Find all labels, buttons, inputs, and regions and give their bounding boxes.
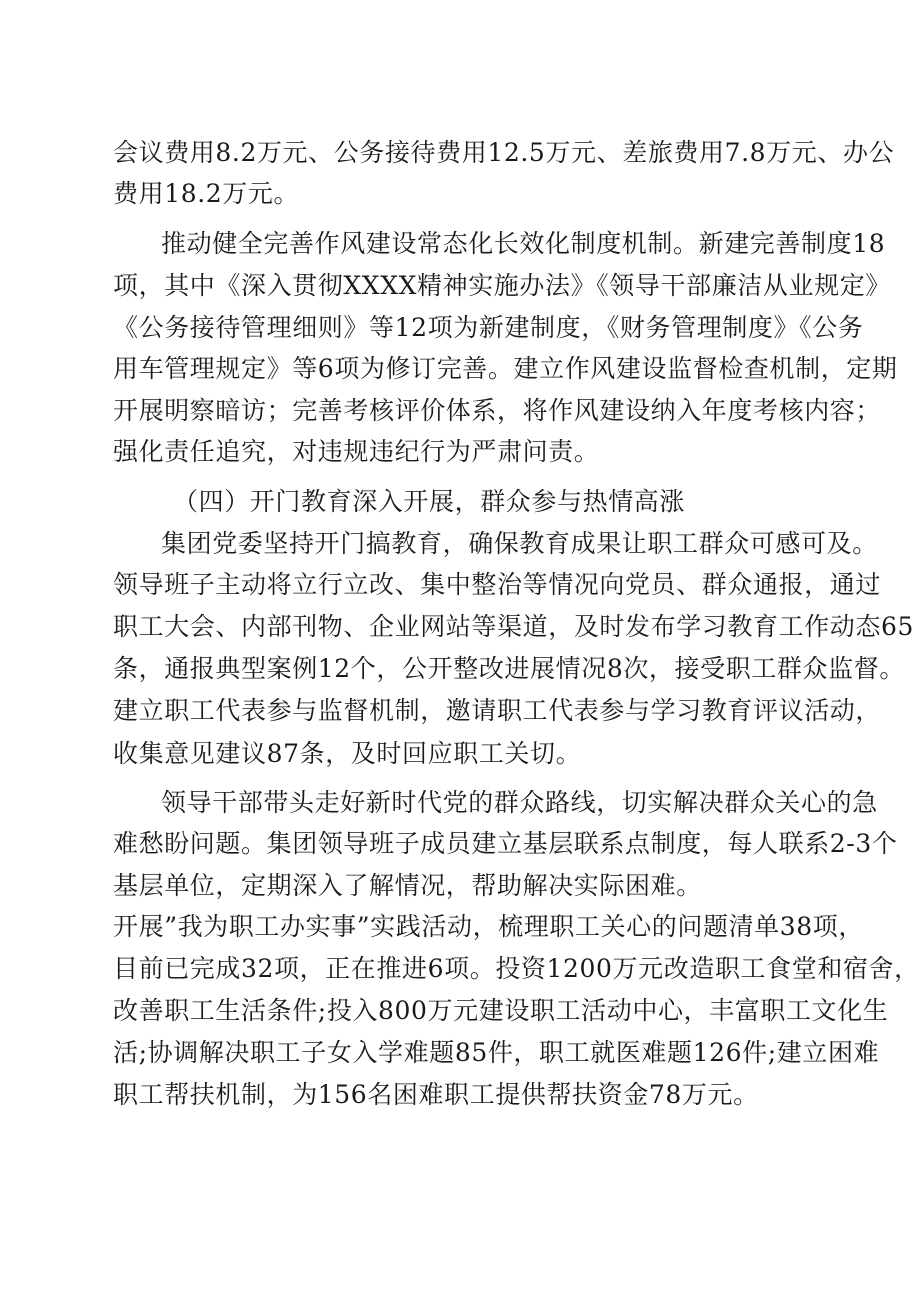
text-line: 项，其中《深入贯彻XXXX精神实施办法》《领导干部廉洁从业规定》 xyxy=(113,271,891,300)
text-line: 费用18.2万元。 xyxy=(113,179,300,208)
text-line: 《公务接待管理细则》等12项为新建制度，《财务管理制度》《公务 xyxy=(113,313,864,342)
paragraph-first-line: 领导干部带头走好新时代党的群众路线，切实解决群众关心的急 xyxy=(161,788,878,817)
section-heading: （四）开门教育深入开展，群众参与热情高涨 xyxy=(173,487,686,516)
text-line: 开展明察暗访；完善考核评价体系，将作风建设纳入年度考核内容； xyxy=(113,396,882,425)
text-line: 活;协调解决职工子女入学难题85件，职工就医难题126件;建立困难 xyxy=(113,1038,880,1067)
text-line: 会议费用8.2万元、公务接待费用12.5万元、差旅费用7.8万元、办公 xyxy=(113,138,895,167)
text-line: 改善职工生活条件;投入800万元建设职工活动中心，丰富职工文化生 xyxy=(113,996,889,1025)
text-line: 职工大会、内部刊物、企业网站等渠道，及时发布学习教育工作动态65 xyxy=(113,612,915,641)
text-line: 职工帮扶机制，为156名困难职工提供帮扶资金78万元。 xyxy=(113,1080,759,1109)
text-line: 开展”我为职工办实事”实践活动，梳理职工关心的问题清单38项， xyxy=(113,912,864,941)
paragraph-first-line: 集团党委坚持开门搞教育，确保教育成果让职工群众可感可及。 xyxy=(161,529,878,558)
text-line: 强化责任追究，对违规违纪行为严肃问责。 xyxy=(113,437,600,466)
text-line: 用车管理规定》等6项为修订完善。建立作风建设监督检查机制，定期 xyxy=(113,354,898,383)
text-line: 建立职工代表参与监督机制，邀请职工代表参与学习教育评议活动， xyxy=(113,696,882,725)
text-line: 目前已完成32项，正在推进6项。投资1200万元改造职工食堂和宿舍， xyxy=(113,954,920,983)
text-line: 收集意见建议87条，及时回应职工关切。 xyxy=(113,739,582,768)
text-line: 难愁盼问题。集团领导班子成员建立基层联系点制度，每人联系2-3个 xyxy=(113,829,898,858)
paragraph-first-line: 推动健全完善作风建设常态化长效化制度机制。新建完善制度18 xyxy=(161,229,886,258)
text-line: 条，通报典型案例12个，公开整改进展情况8次，接受职工群众监督。 xyxy=(113,654,905,683)
text-line: 领导班子主动将立行立改、集中整治等情况向党员、群众通报，通过 xyxy=(113,570,882,599)
text-line: 基层单位，定期深入了解情况，帮助解决实际困难。 xyxy=(113,871,702,900)
